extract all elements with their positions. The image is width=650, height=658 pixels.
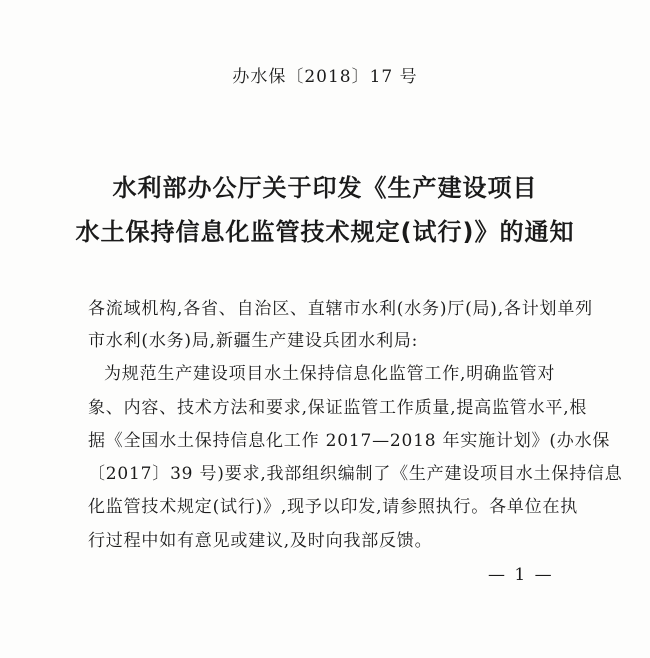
document-title-line-2: 水土保持信息化监管技术规定(试行)》的通知 [75, 218, 575, 246]
body-line-4: 〔2017〕39 号)要求,我部组织编制了《生产建设项目水土保持信息 [88, 464, 623, 484]
body-line-6: 行过程中如有意见或建议,及时向我部反馈。 [88, 531, 433, 551]
body-line-5: 化监管技术规定(试行)》,现予以印发,请参照执行。各单位在执 [88, 497, 579, 517]
document-number: 办水保〔2018〕17 号 [232, 67, 418, 87]
body-line-1: 为规范生产建设项目水土保持信息化监管工作,明确监管对 [104, 364, 556, 384]
addressee-line-2: 市水利(水务)局,新疆生产建设兵团水利局: [88, 331, 419, 351]
body-line-2: 象、内容、技术方法和要求,保证监管工作质量,提高监管水平,根 [88, 398, 588, 418]
document-title-line-1: 水利部办公厅关于印发《生产建设项目 [112, 174, 538, 202]
page-number: — 1 — [488, 565, 554, 585]
addressee-line-1: 各流域机构,各省、自治区、直辖市水利(水务)厅(局),各计划单列 [88, 299, 593, 319]
body-line-3: 据《全国水土保持信息化工作 2017—2018 年实施计划》(办水保 [88, 431, 611, 451]
